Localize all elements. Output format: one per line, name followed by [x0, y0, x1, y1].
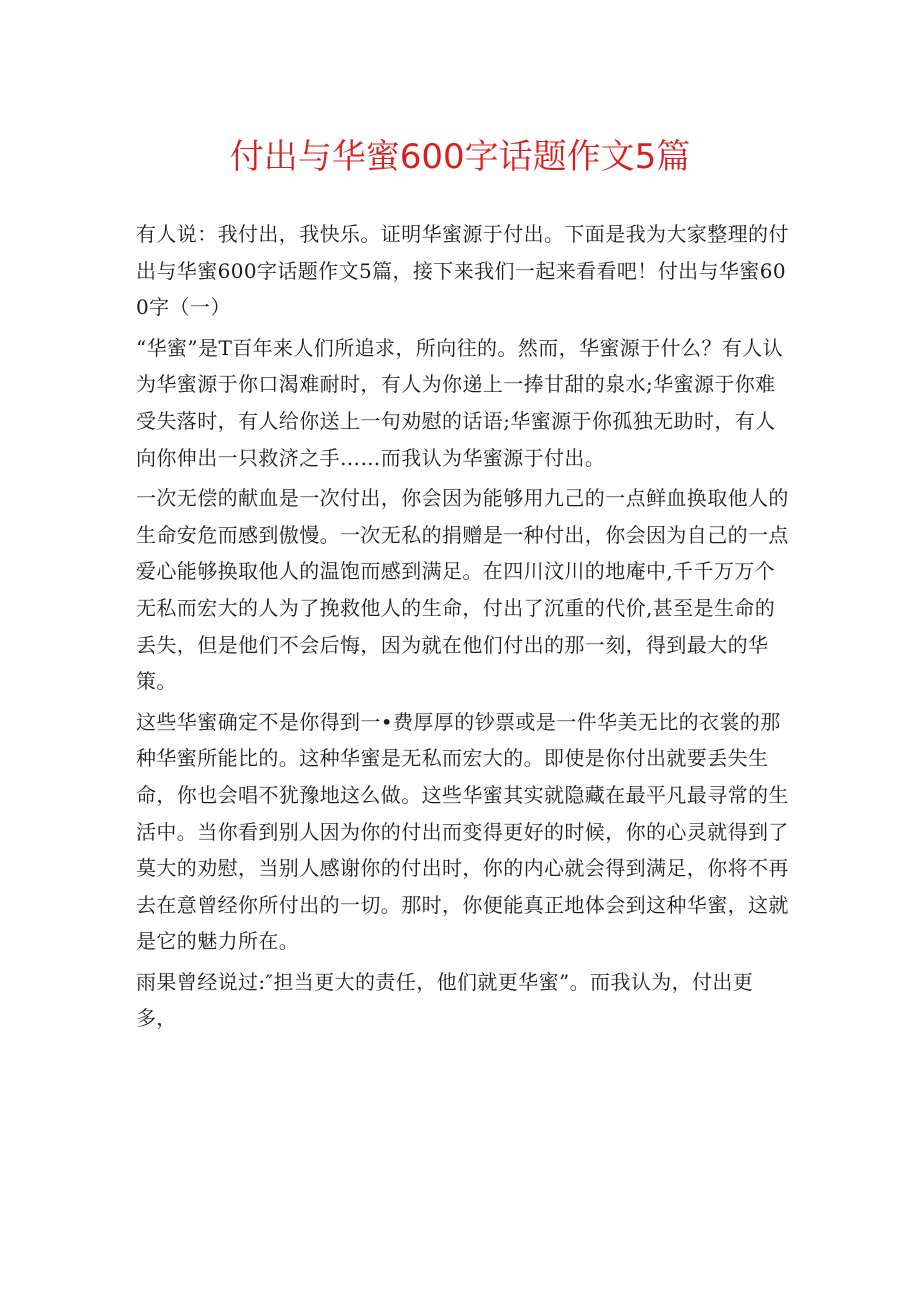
paragraph-4: 雨果曾经说过:″担当更大的责任，他们就更华蜜”。而我认为，付出更多，	[136, 969, 754, 1031]
paragraph-2: 一次无偿的献血是一次付出，你会因为能够用九己的一点鲜血换取他人的生命安危而感到傲慢。一次无私的捐赠是一种付出，你会因为自己的一点爱心能够换取他人的温饱而感到满足。在四川汶川的地庵中,千千万万个无私而宏大的人为了挽救他人的生命，付出了沉重的代价,甚至是生命的丢失，但是他们不会后悔，因为就在他们付出的那一刻，得到最大的华策。	[136, 486, 789, 694]
paragraph-1: “华蜜”是T百年来人们所追求，所向往的。然而，华蜜源于什么？有人认为华蜜源于你口渴难耐时，有人为你递上一捧甘甜的泉水;华蜜源于你难受失落时，有人给你送上一句劝慰的话语;华蜜源于你孤独无助时，有人向你伸出一只救济之手……而我认为华蜜源于付出。	[136, 335, 783, 470]
document-title: 付出与华蜜600字话题作文5篇	[229, 137, 691, 177]
paragraph-intro: 有人说：我付出，我快乐。证明华蜜源于付出。下面是我为大家整理的付出与华蜜600字话题作文5篇，接下来我们一起来看看吧！付出与华蜜600字（一）	[136, 222, 789, 320]
document-body	[136, 216, 790, 1041]
paragraph-3: 这些华蜜确定不是你得到一•费厚厚的钞票或是一件华美无比的衣裳的那种华蜜所能比的。这种华蜜是无私而宏大的。即使是你付出就要丢失生命，你也会唱不犹豫地这么做。这些华蜜其实就隐藏在最平凡最寻常的生活中。当你看到别人因为你的付出而变得更好的时候，你的心灵就得到了莫大的劝慰，当别人感谢你的付出时，你的内心就会得到满足，你将不再去在意曾经你所付出的一切。那时，你便能真正地体会到这种华蜜，这就是它的魅力所在。	[136, 709, 789, 954]
